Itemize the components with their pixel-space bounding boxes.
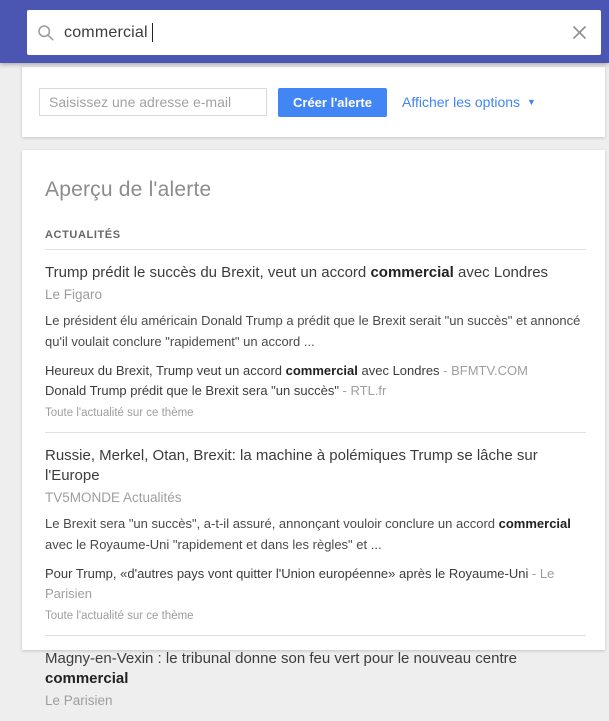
news-item xyxy=(45,433,586,636)
search-icon xyxy=(37,24,55,42)
related-source: - RTL.fr xyxy=(338,383,387,398)
snippet-text: Le Brexit sera "un succès", a-t-il assuré, annonçant vouloir conclure un accord xyxy=(45,516,499,531)
news-title-text: avec Londres xyxy=(453,264,549,281)
news-title-text: Russie, Merkel, Otan, Brexit: la machine à polémiques Trump se lâche sur l'Europe xyxy=(45,447,538,484)
news-title-link[interactable] xyxy=(45,649,586,689)
app-header xyxy=(0,0,609,63)
create-alert-form xyxy=(22,67,605,137)
more-news-link[interactable]: Toute l'actualité sur ce thème xyxy=(45,610,194,622)
news-title-highlight: commercial xyxy=(45,670,129,687)
news-snippet xyxy=(45,310,586,352)
related-article-link[interactable] xyxy=(45,383,339,398)
section-label-news: ACTUALITÉS xyxy=(45,229,121,241)
news-snippet xyxy=(45,513,586,555)
clear-icon[interactable] xyxy=(572,25,587,40)
search-query-text: commercial xyxy=(64,23,148,41)
related-article xyxy=(45,564,586,604)
show-options-link[interactable] xyxy=(402,94,536,110)
news-item xyxy=(45,250,586,433)
email-field[interactable] xyxy=(39,88,267,116)
related-highlight: commercial xyxy=(285,363,358,378)
related-text: Heureux du Brexit, Trump veut un accord xyxy=(45,363,286,378)
preview-title: Aperçu de l'alerte xyxy=(45,178,212,201)
news-source: Le Figaro xyxy=(45,287,103,302)
related-source: - Le Parisien xyxy=(45,566,555,601)
news-source: TV5MONDE Actualités xyxy=(45,490,182,505)
related-article-link[interactable] xyxy=(45,363,440,378)
news-title-highlight: commercial xyxy=(370,264,454,281)
news-title-link[interactable] xyxy=(45,446,586,486)
related-article xyxy=(45,361,586,381)
related-articles xyxy=(45,564,586,604)
alert-preview-card xyxy=(22,150,605,708)
create-alert-button[interactable]: Créer l'alerte xyxy=(278,88,387,117)
more-news-link[interactable]: Toute l'actualité sur ce thème xyxy=(45,407,194,419)
news-title-text: Trump prédit le succès du Brexit, veut un accord xyxy=(45,264,371,281)
related-article xyxy=(45,381,586,401)
snippet-text: Le président élu américain Donald Trump a prédit que le Brexit serait "un succès" et annoncé qu'il voulait conclure "rapidement" un accord ... xyxy=(45,313,581,349)
related-source: - BFMTV.COM xyxy=(439,363,528,378)
related-text: avec Londres xyxy=(357,363,440,378)
news-title-text: Magny-en-Vexin : le tribunal donne son feu vert pour le nouveau centre xyxy=(45,650,517,667)
snippet-text: avec le Royaume-Uni "rapidement et dans les règles" et ... xyxy=(45,537,382,552)
snippet-highlight: commercial xyxy=(498,516,571,531)
search-input[interactable] xyxy=(27,10,601,55)
related-text: Pour Trump, «d'autres pays vont quitter l'Union européenne» après le Royaume-Uni xyxy=(45,566,529,581)
related-article-link[interactable] xyxy=(45,566,528,581)
related-articles xyxy=(45,361,586,401)
text-cursor xyxy=(152,23,153,42)
related-text: Donald Trump prédit que le Brexit sera "un succès" xyxy=(45,383,339,398)
news-source: Le Parisien xyxy=(45,693,113,708)
news-item xyxy=(45,636,586,721)
show-options-label: Afficher les options xyxy=(401,94,521,110)
news-title-link[interactable] xyxy=(45,263,586,283)
caret-down-icon: ▼ xyxy=(527,96,536,107)
